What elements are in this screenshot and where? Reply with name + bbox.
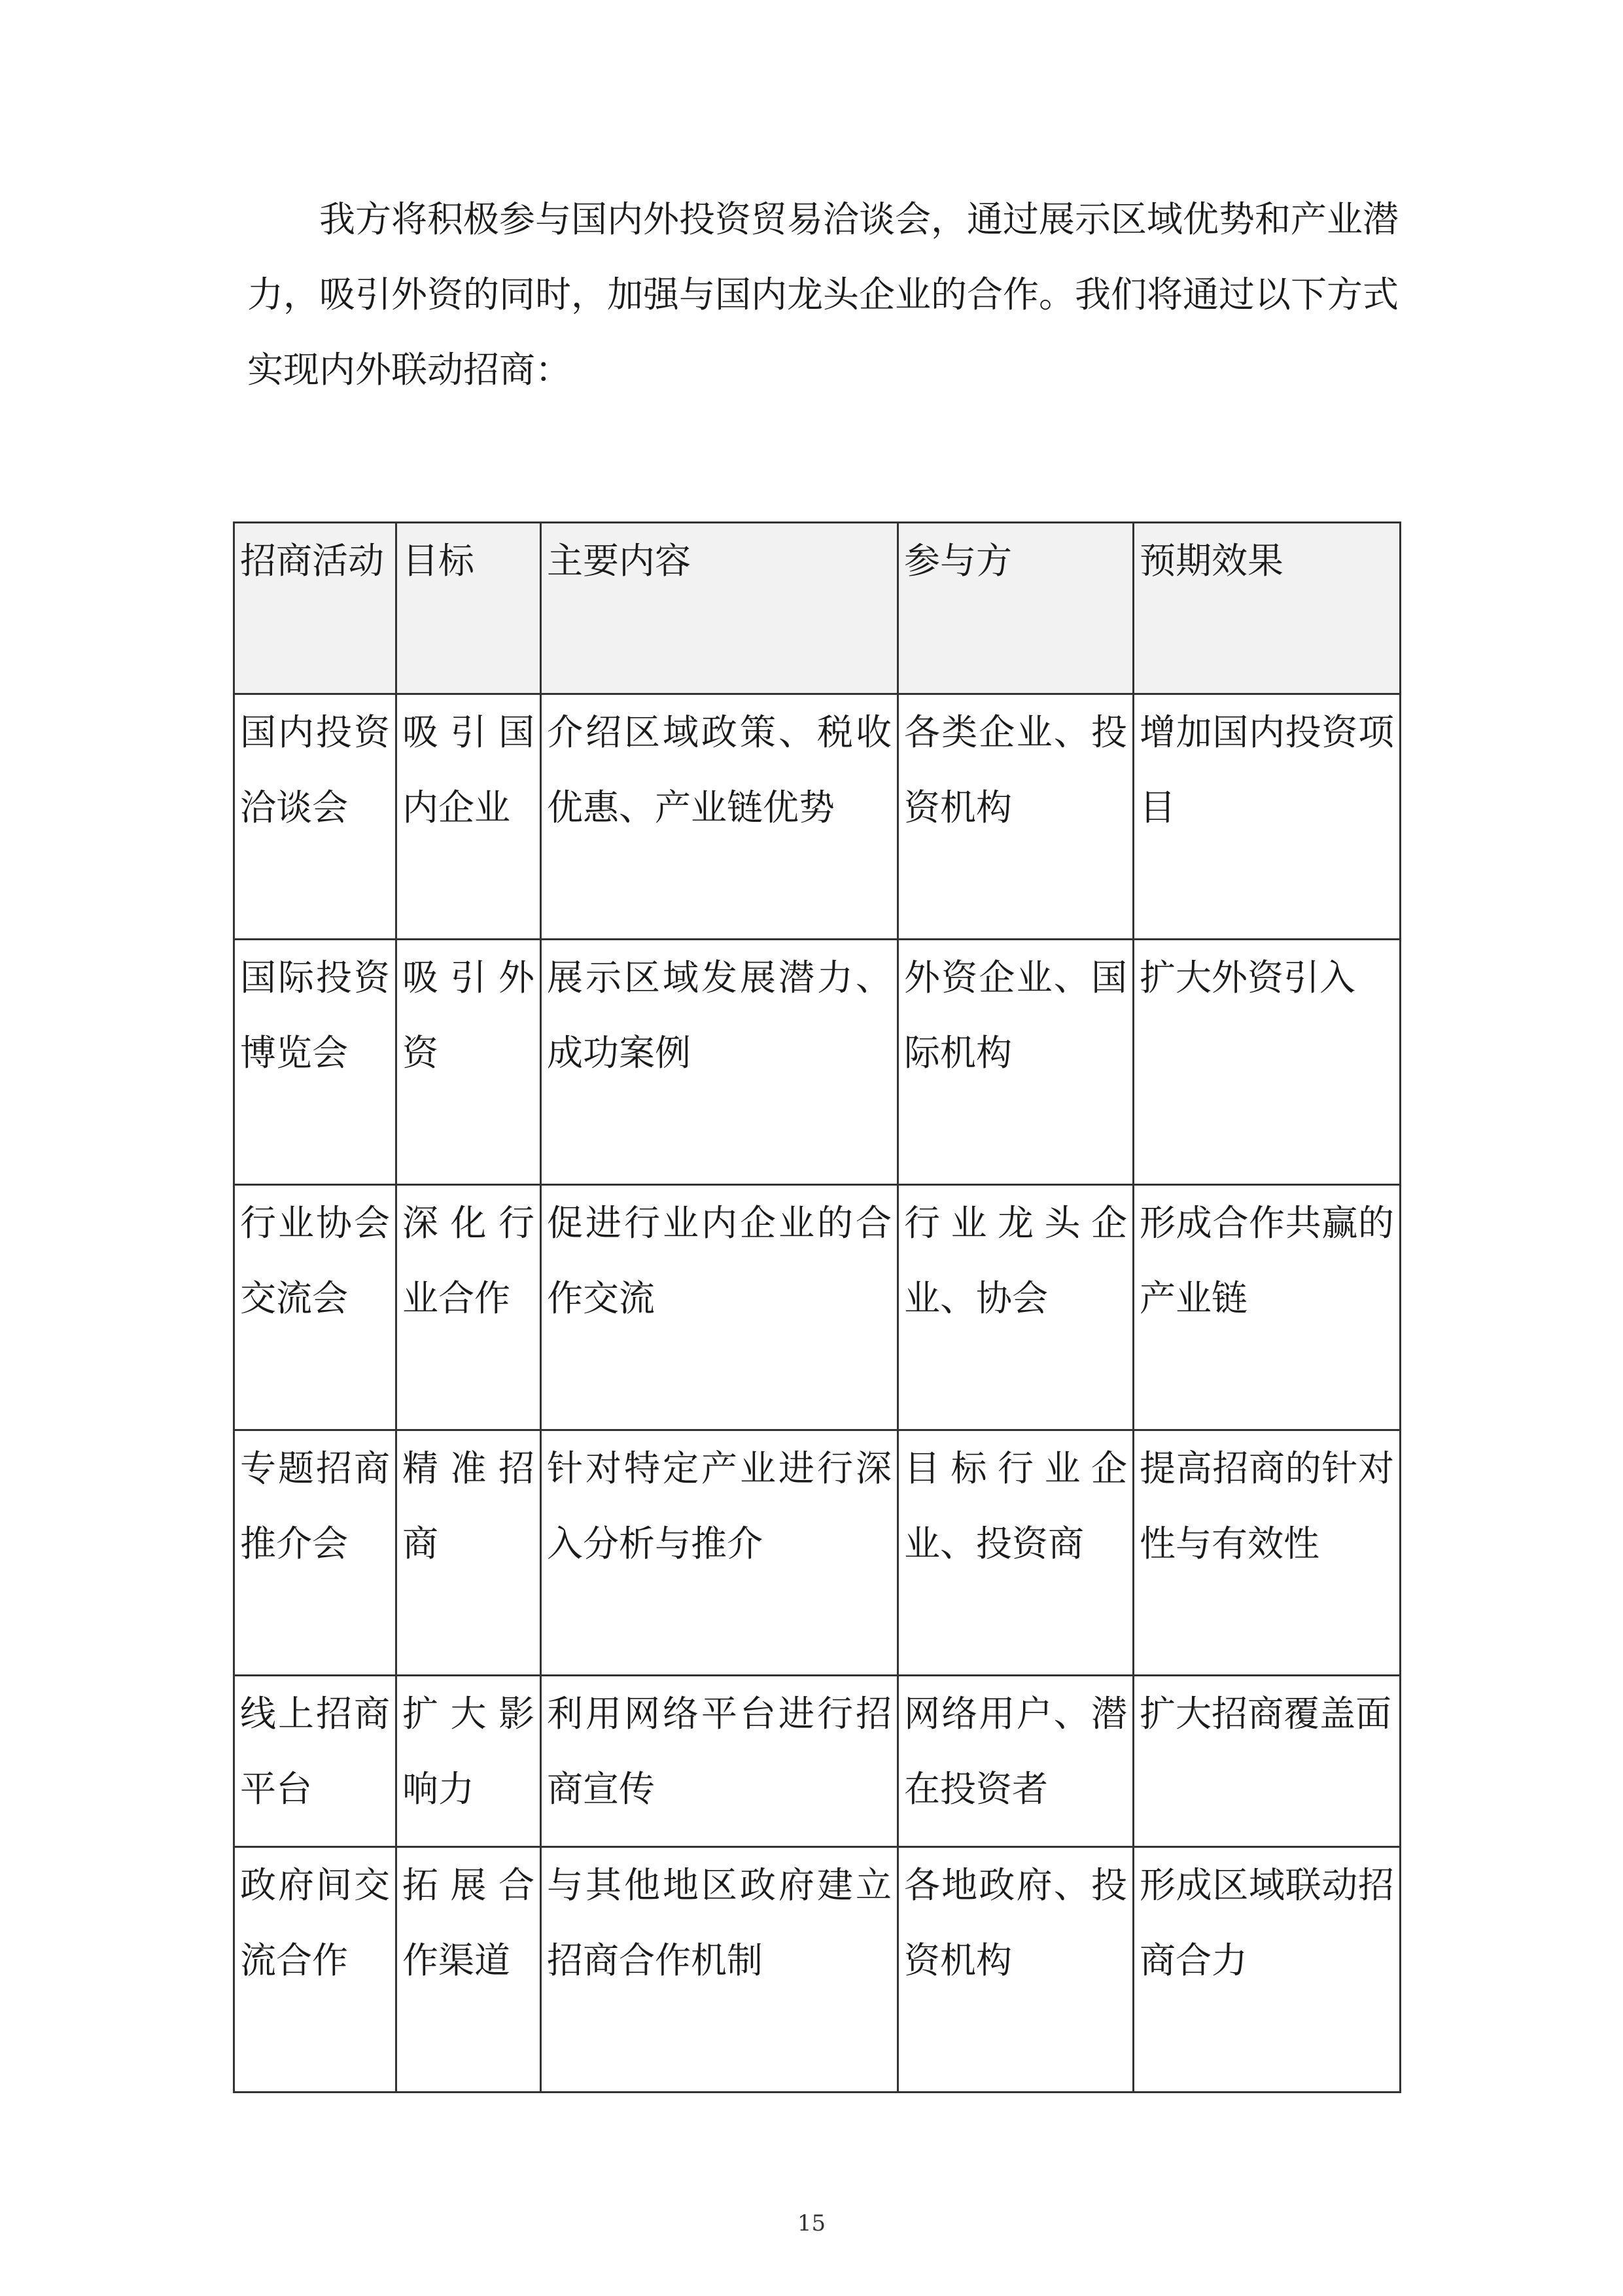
header-expected-effect: 预期效果 bbox=[1134, 523, 1401, 694]
cell-expected-effect: 提高招商的针对性与有效性 bbox=[1134, 1430, 1401, 1676]
cell-expected-effect: 形成合作共赢的产业链 bbox=[1134, 1185, 1401, 1430]
cell-expected-effect: 形成区域联动招商合力 bbox=[1134, 1847, 1401, 2093]
cell-content: 利用网络平台进行招商宣传 bbox=[541, 1676, 898, 1847]
cell-activity: 行业协会交流会 bbox=[234, 1185, 396, 1430]
table-row bbox=[234, 1430, 1401, 1676]
cell-activity: 专题招商推介会 bbox=[234, 1430, 396, 1676]
cell-expected-effect: 增加国内投资项目 bbox=[1134, 694, 1401, 940]
intro-paragraph: 我方将积极参与国内外投资贸易洽谈会，通过展示区域优势和产业潜力，吸引外资的同时，加强与国内龙头企业的合作。我们将通过以下方式实现内外联动招商： bbox=[247, 198, 1399, 391]
cell-goal: 吸引国内企业 bbox=[396, 694, 541, 940]
header-participants: 参与方 bbox=[898, 523, 1134, 694]
cell-content: 促进行业内企业的合作交流 bbox=[541, 1185, 898, 1430]
table-row bbox=[234, 1185, 1401, 1430]
cell-participants: 网络用户、潜在投资者 bbox=[898, 1676, 1134, 1847]
cell-participants: 行业龙头企业、协会 bbox=[898, 1185, 1134, 1430]
table-header-row bbox=[234, 523, 1401, 694]
table-row bbox=[234, 694, 1401, 940]
cell-goal: 精准招商 bbox=[396, 1430, 541, 1676]
cell-activity: 国际投资博览会 bbox=[234, 940, 396, 1185]
cell-participants: 各地政府、投资机构 bbox=[898, 1847, 1134, 2093]
header-content: 主要内容 bbox=[541, 523, 898, 694]
cell-goal: 吸引外资 bbox=[396, 940, 541, 1185]
header-activity: 招商活动 bbox=[234, 523, 396, 694]
cell-activity: 国内投资洽谈会 bbox=[234, 694, 396, 940]
cell-expected-effect: 扩大招商覆盖面 bbox=[1134, 1676, 1401, 1847]
header-goal: 目标 bbox=[396, 523, 541, 694]
cell-goal: 扩大影响力 bbox=[396, 1676, 541, 1847]
investment-activities-table bbox=[233, 521, 1401, 2093]
cell-expected-effect: 扩大外资引入 bbox=[1134, 940, 1401, 1185]
cell-participants: 外资企业、国际机构 bbox=[898, 940, 1134, 1185]
cell-goal: 拓展合作渠道 bbox=[396, 1847, 541, 2093]
cell-activity: 线上招商平台 bbox=[234, 1676, 396, 1847]
cell-content: 展示区域发展潜力、成功案例 bbox=[541, 940, 898, 1185]
table-row bbox=[234, 1847, 1401, 2093]
cell-content: 针对特定产业进行深入分析与推介 bbox=[541, 1430, 898, 1676]
table-row bbox=[234, 940, 1401, 1185]
cell-participants: 目标行业企业、投资商 bbox=[898, 1430, 1134, 1676]
cell-content: 介绍区域政策、税收优惠、产业链优势 bbox=[541, 694, 898, 940]
cell-participants: 各类企业、投资机构 bbox=[898, 694, 1134, 940]
table-row bbox=[234, 1676, 1401, 1847]
cell-goal: 深化行业合作 bbox=[396, 1185, 541, 1430]
cell-content: 与其他地区政府建立招商合作机制 bbox=[541, 1847, 898, 2093]
page-number: 15 bbox=[797, 2210, 826, 2236]
cell-activity: 政府间交流合作 bbox=[234, 1847, 396, 2093]
